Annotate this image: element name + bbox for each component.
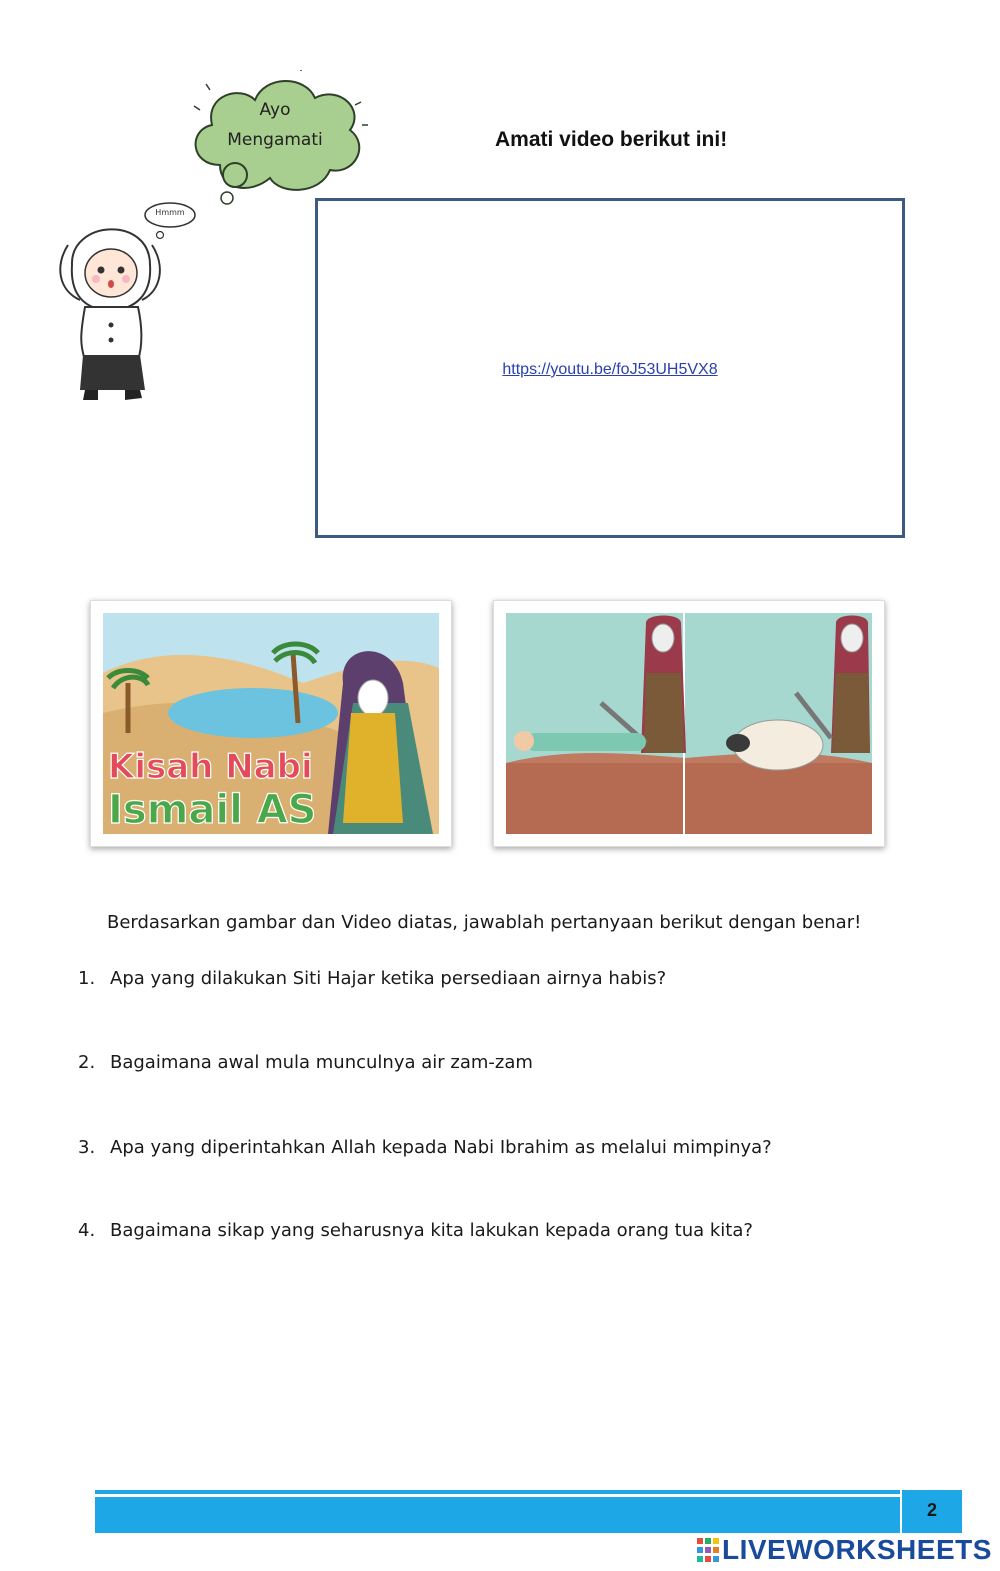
question-text: Apa yang dilakukan Siti Hajar ketika persediaan airnya habis? [110,968,667,989]
footer-bar [95,1497,900,1533]
question-number: 2. [78,1052,96,1073]
section-heading: Amati video berikut ini! [495,128,728,151]
question-2 [78,1052,533,1073]
question-text: Bagaimana awal mula munculnya air zam-zam [110,1052,533,1073]
image-kisah-nabi-ismail [90,600,452,847]
liveworksheets-brand[interactable] [697,1533,992,1567]
question-4 [78,1220,753,1241]
image1-title-line2: Ismail AS [108,787,317,833]
footer-thin-line [95,1490,900,1494]
page-number-box [902,1490,962,1533]
thought-text-hmmm: Hmmm [155,208,185,217]
cloud-text-mengamati: Mengamati [227,130,323,150]
liveworksheets-logo-icon [697,1538,719,1562]
brand-text: LIVEWORKSHEETS [722,1534,992,1565]
question-number: 4. [78,1220,96,1241]
question-text: Apa yang diperintahkan Allah kepada Nabi Ibrahim as melalui mimpinya? [110,1137,772,1158]
sacrifice-scene-illustration [506,613,872,834]
desert-oasis-illustration [103,613,439,834]
question-number: 3. [78,1137,96,1158]
question-3 [78,1137,772,1158]
question-1 [78,968,666,989]
instruction-text: Berdasarkan gambar dan Video diatas, jawablah pertanyaan berikut dengan benar! [107,912,862,933]
image1-title-line1: Kisah Nabi [108,747,313,787]
girl-thinking-illustration [50,195,200,405]
video-link[interactable]: https://youtu.be/foJ53UH5VX8 [502,361,718,378]
page-number: 2 [926,1500,937,1520]
question-text: Bagaimana sikap yang seharusnya kita lakukan kepada orang tua kita? [110,1220,753,1241]
video-frame [315,198,905,538]
question-number: 1. [78,968,96,989]
cloud-text-ayo: Ayo [259,100,291,120]
image-sacrifice-scene [493,600,885,847]
